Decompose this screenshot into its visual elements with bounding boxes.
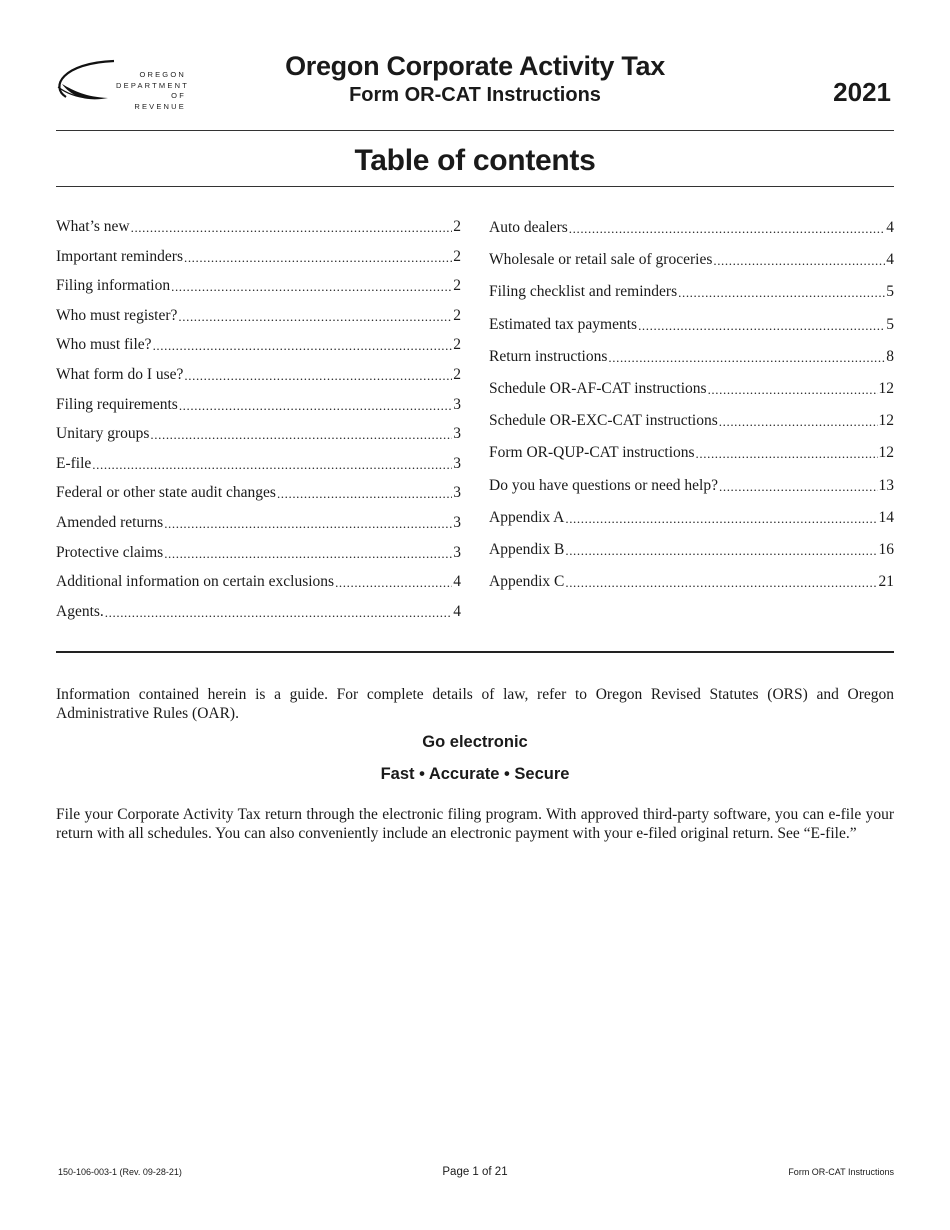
toc-entry[interactable] [56, 330, 461, 360]
toc-entry-label: Schedule OR-EXC-CAT instructions [489, 412, 718, 430]
toc-entry-label: Filing information [56, 277, 171, 295]
toc-dot-leader [719, 479, 878, 495]
toc-entry-label: Important reminders [56, 247, 183, 265]
toc-dot-leader [719, 414, 878, 430]
toc-dot-leader [638, 318, 885, 334]
toc-entry-page: 3 [453, 395, 461, 413]
toc-entry[interactable] [489, 341, 894, 373]
toc-dot-leader [150, 427, 452, 443]
toc-entry[interactable] [489, 212, 894, 244]
toc-entry[interactable] [56, 212, 461, 242]
toc-entry[interactable] [56, 567, 461, 597]
toc-entry-page: 3 [453, 484, 461, 502]
toc-entry-label: What form do I use? [56, 365, 184, 383]
toc-entry-label: Schedule OR-AF-CAT instructions [489, 379, 707, 397]
toc-entry[interactable] [56, 360, 461, 390]
toc-dot-leader [184, 368, 452, 384]
toc-entry-page: 2 [453, 277, 461, 295]
toc-entry-label: Auto dealers [489, 219, 568, 236]
toc-entry-label: Appendix B [489, 540, 565, 558]
oregon-revenue-logo [56, 57, 189, 111]
toc-entry-page: 4 [453, 573, 461, 591]
logo-line-1: OREGON [139, 70, 186, 79]
toc-entry-label: Wholesale or retail sale of groceries [489, 251, 713, 269]
toc-dot-leader [696, 446, 878, 462]
toc-entry-page: 16 [878, 540, 894, 558]
toc-entry-page: 14 [878, 508, 894, 526]
toc-dot-leader [565, 543, 877, 559]
toc-dot-leader [565, 511, 877, 527]
toc-entry[interactable] [56, 449, 461, 479]
toc-entry-page: 8 [886, 347, 894, 365]
document-header [186, 50, 764, 108]
toc-entry[interactable] [56, 597, 461, 627]
toc-dot-leader [708, 382, 878, 398]
toc-entry-page: 2 [453, 306, 461, 324]
efile-paragraph: File your Corporate Activity Tax return through the electronic filing program. With approved third-party software, you can e-file your return with all schedules. You can also conveniently include an electronic payment with your e-filed original return. See “E-file.” [56, 806, 894, 842]
toc-entry[interactable] [489, 502, 894, 534]
toc-entry-page: 4 [886, 219, 894, 236]
toc-dot-leader [713, 253, 885, 269]
toc-dot-leader [569, 221, 885, 237]
toc-entry-page: 13 [878, 476, 894, 494]
toc-dot-leader [678, 285, 885, 301]
toc-entry-page: 2 [453, 247, 461, 265]
toc-entry-page: 3 [453, 513, 461, 531]
page-footer [56, 1166, 894, 1180]
toc-entry-page: 12 [878, 379, 894, 397]
document-title: Oregon Corporate Activity Tax [285, 51, 665, 81]
toc-entry-label: Estimated tax payments [489, 315, 638, 333]
toc-entry-label: Amended returns [56, 513, 164, 531]
toc-dot-leader [92, 457, 452, 473]
logo-line-2: DEPARTMENT [116, 80, 189, 90]
toc-dot-leader [277, 486, 452, 502]
document-page [56, 0, 894, 1230]
toc-entry[interactable] [56, 419, 461, 449]
toc-entry-page: 4 [886, 251, 894, 269]
toc-entry[interactable] [489, 276, 894, 308]
form-number: 150-106-003-1 (Rev. 09-28-21) [58, 1167, 182, 1177]
toc-entry-page: 12 [878, 444, 894, 462]
toc-dot-leader [335, 575, 452, 591]
toc-dot-leader [179, 398, 452, 414]
toc-dot-leader [608, 350, 885, 366]
toc-left-column [56, 212, 461, 626]
toc-entry-page: 3 [453, 543, 461, 561]
toc-entry-label: Appendix A [489, 508, 565, 526]
toc-title-divider [56, 186, 894, 187]
toc-dot-leader [164, 546, 452, 562]
toc-entry-page: 2 [453, 336, 461, 354]
toc-dot-leader [171, 279, 452, 295]
toc-entry[interactable] [489, 566, 894, 598]
toc-entry-page: 5 [886, 315, 894, 333]
toc-entry-label: Filing checklist and reminders [489, 283, 678, 301]
toc-dot-leader [153, 338, 453, 354]
footer-form-name: Form OR-CAT Instructions [788, 1167, 894, 1177]
toc-entry[interactable] [489, 373, 894, 405]
toc-entry-page: 4 [453, 602, 461, 620]
tax-year: 2021 [833, 77, 891, 107]
toc-entry[interactable] [56, 242, 461, 272]
toc-entry-page: 3 [453, 454, 461, 472]
logo-swoosh-icon [56, 57, 118, 103]
toc-entry-label: E-file [56, 454, 92, 472]
toc-entry-label: Who must file? [56, 336, 152, 354]
page-number: Page 1 of 21 [442, 1166, 508, 1178]
toc-entry-label: Do you have questions or need help? [489, 476, 718, 494]
toc-entry-label: Appendix C [489, 573, 565, 591]
logo-line-3: OF REVENUE [134, 91, 186, 111]
toc-entry[interactable] [489, 470, 894, 502]
toc-entry-label: Who must register? [56, 306, 178, 324]
toc-dot-leader [164, 516, 452, 532]
toc-entry-label: Federal or other state audit changes [56, 484, 276, 502]
toc-entry-label: Form OR-QUP-CAT instructions [489, 444, 695, 462]
toc-entry[interactable] [56, 271, 461, 301]
toc-entry-label: Protective claims [56, 543, 164, 561]
toc-right-column [489, 212, 894, 598]
toc-entry-page: 3 [453, 425, 461, 443]
toc-entry-label: Agents. [56, 602, 104, 620]
toc-entry[interactable] [489, 309, 894, 341]
toc-entry-page: 21 [878, 573, 894, 591]
toc-entry[interactable] [56, 508, 461, 538]
document-subtitle: Form OR-CAT Instructions [349, 84, 601, 106]
toc-dot-leader [105, 605, 452, 621]
toc-entry[interactable] [56, 538, 461, 568]
go-electronic-tagline: Fast • Accurate • Secure [380, 765, 570, 783]
toc-dot-leader [565, 575, 877, 591]
toc-entry[interactable] [489, 534, 894, 566]
toc-dot-leader [178, 309, 452, 325]
toc-entry-page: 5 [886, 283, 894, 301]
toc-entry[interactable] [489, 437, 894, 469]
info-paragraph: Information contained herein is a guide. For complete details of law, refer to Oregon Revised Statutes (ORS) and Oregon Administrative Rules (OAR). [56, 686, 894, 722]
toc-bottom-divider [56, 651, 894, 653]
toc-entry[interactable] [489, 244, 894, 276]
header-divider [56, 130, 894, 131]
toc-dot-leader [184, 250, 452, 266]
toc-entry-label: Additional information on certain exclusions [56, 573, 335, 591]
toc-title: Table of contents [354, 144, 596, 177]
toc-entry[interactable] [56, 478, 461, 508]
logo-wordmark [116, 70, 189, 112]
toc-entry-page: 2 [453, 218, 461, 235]
toc-entry-page: 12 [878, 412, 894, 430]
toc-entry[interactable] [489, 405, 894, 437]
toc-entry-label: Filing requirements [56, 395, 178, 413]
toc-entry-page: 2 [453, 365, 461, 383]
toc-entry-label: Unitary groups [56, 425, 150, 443]
toc-entry-label: What’s new [56, 218, 130, 235]
toc-entry[interactable] [56, 301, 461, 331]
toc-entry-label: Return instructions [489, 347, 608, 365]
go-electronic-heading: Go electronic [422, 733, 528, 751]
toc-entry[interactable] [56, 390, 461, 420]
toc-dot-leader [131, 220, 453, 236]
